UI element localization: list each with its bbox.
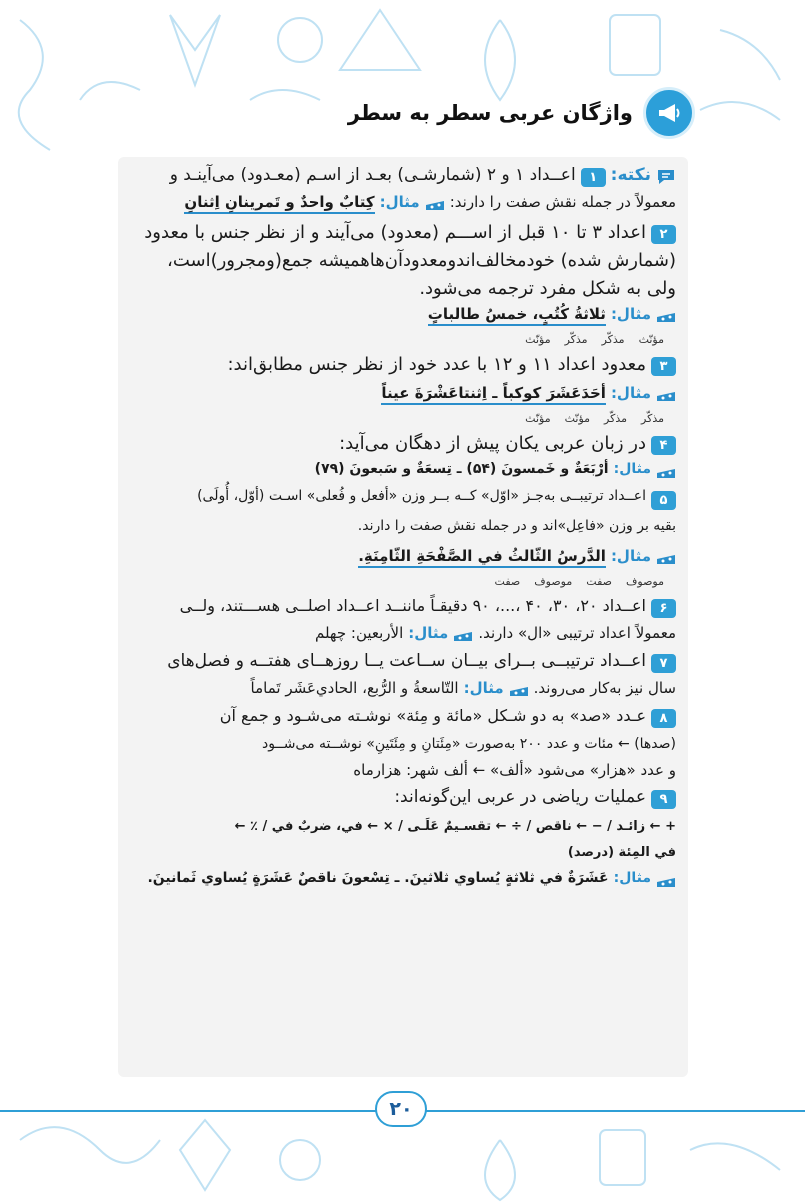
note-1-text: اعــداد ۱ و ۲ (شمارشـی) بعـد از اسـم (معـدود) می‌آینـد و bbox=[169, 165, 576, 185]
note-5-line-1 bbox=[130, 488, 676, 510]
note-2-text-3: ولی به شکل مفرد ترجمه می‌شود. bbox=[419, 277, 676, 299]
cheese-icon bbox=[509, 682, 529, 698]
note-9-line-1 bbox=[130, 787, 676, 809]
doodle-curve-icon bbox=[19, 20, 50, 150]
note-5-text-1: اعــداد ترتیبــی به‌جـز «اوّل» کــه بــر وزن «أفعل و فُعلی» اسـت (أوّل، أُولَی) bbox=[197, 488, 646, 505]
note-9-operations-2 bbox=[130, 845, 676, 861]
cheese-icon bbox=[656, 550, 676, 566]
note-number-4: ۴ bbox=[651, 436, 676, 455]
doodle-circle-icon bbox=[278, 18, 322, 62]
cheese-icon bbox=[656, 873, 676, 889]
math-operations: + ← زائـد / − ← ناقص / ÷ ← تقسـيمٌ عَلَـى / × ← في، ضربٌ في / ٪ ← bbox=[234, 819, 676, 835]
example-label: مثال: bbox=[610, 547, 651, 566]
note-3-text: معدود اعداد ۱۱ و ۱۲ با عدد خود از نظر جنس مطابق‌اند: bbox=[227, 354, 646, 376]
note-6-text-2: معمولاً اعداد ترتیبی «ال» دارند. bbox=[478, 624, 676, 643]
note-8-line-1 bbox=[130, 706, 676, 728]
note-8-text-1: عـدد «صد» به دو شـکل «مائة و مِئة» نوشـته می‌شـود و جمع آن bbox=[219, 706, 646, 726]
gender-note: مذکّر bbox=[604, 412, 628, 426]
note-number-6: ۶ bbox=[651, 599, 676, 618]
cheese-icon bbox=[425, 196, 445, 212]
example-label: مثال: bbox=[408, 624, 449, 643]
note-2-gender-notes bbox=[130, 334, 676, 346]
page-title: واژگان عربی سطر به سطر bbox=[347, 101, 633, 125]
note-number-9: ۹ bbox=[651, 790, 676, 809]
note-7-text-1: اعــداد ترتیبــی بــرای بیــان ســاعت یــا روزهــای هفتــه و فصل‌های bbox=[167, 651, 646, 672]
note-number-5: ۵ bbox=[651, 491, 676, 510]
note-number-2: ۲ bbox=[651, 225, 676, 244]
cheese-icon bbox=[453, 627, 473, 643]
note-3-line-1 bbox=[130, 354, 676, 376]
example-label: مثال: bbox=[379, 193, 420, 211]
note-3-example: أحَدَعَشَرَ كوكباً ـ اِثنتاعَشْرَةَ عيناً bbox=[381, 384, 606, 405]
example-label: مثال: bbox=[610, 384, 651, 403]
example-label: مثال: bbox=[613, 870, 651, 887]
note-4-line-1 bbox=[130, 433, 676, 455]
note-2-line-1 bbox=[130, 222, 676, 244]
note-5-role-notes bbox=[130, 576, 676, 588]
role-note: صفت bbox=[494, 575, 521, 589]
note-2-line-2 bbox=[130, 250, 676, 272]
note-label: نکته: bbox=[610, 165, 651, 185]
role-note: موصوف bbox=[625, 575, 664, 589]
note-7-line-2 bbox=[130, 679, 676, 698]
note-number-7: ۷ bbox=[651, 654, 676, 673]
role-note: صفت bbox=[586, 575, 612, 589]
gender-note: مذکّر bbox=[641, 412, 664, 426]
gender-note: مؤنّث bbox=[525, 412, 551, 426]
note-1-line-2 bbox=[130, 193, 676, 214]
gender-note: مؤنّث bbox=[638, 333, 664, 347]
role-note: موصوف bbox=[534, 575, 573, 589]
note-number-3: ۳ bbox=[651, 357, 676, 376]
note-1-text-2: معمولاً در جمله نقش صفت را دارند: bbox=[449, 193, 676, 211]
note-9-operations bbox=[130, 819, 676, 835]
note-9-example-line bbox=[130, 870, 676, 889]
note-5-text-2: بقیه بر وزن «فاعِل»اند و در جمله نقش صفت را دارند. bbox=[357, 518, 676, 535]
note-8-text-2: (صدها) ← مئات و عدد ۲۰۰ به‌صورت «مِئَتانِ و مِئَتَينِ» نوشــته می‌شــود bbox=[262, 736, 676, 753]
note-4-example-line bbox=[130, 461, 676, 480]
note-8-text-3: و عدد «هزار» می‌شود «ألف» ← ألف شهر: هزارماه bbox=[353, 761, 676, 780]
note-number-1: ۱ bbox=[581, 168, 606, 187]
note-3-gender-notes bbox=[130, 413, 676, 425]
note-4-example: أرْبَعَةٌ و خَمسونَ (۵۴) ـ تِسعَةٌ و سَبعونَ (۷۹) bbox=[314, 461, 609, 478]
note-2-text-1: اعداد ۳ تا ۱۰ قبل از اســـم (معدود) می‌آیند و از نظر جنس با معدود bbox=[144, 222, 646, 243]
note-7-line-1 bbox=[130, 651, 676, 673]
example-label: مثال: bbox=[463, 679, 504, 698]
example-label: مثال: bbox=[613, 461, 651, 478]
megaphone-icon bbox=[643, 87, 695, 139]
gender-note: مذکّر bbox=[601, 333, 625, 347]
note-6-example: الأربعين: چهلم bbox=[314, 624, 404, 643]
note-2-line-3 bbox=[130, 278, 676, 300]
note-2-example: ثلاثةُ كُتُبٍ، خمسُ طالباتٍ bbox=[428, 305, 606, 326]
note-5-example: الدَّرسُ الثّالثُ في الصَّفْحَةِ الثّامِنَةِ. bbox=[358, 547, 606, 568]
cheese-icon bbox=[656, 387, 676, 403]
page-header bbox=[348, 88, 695, 138]
note-2-example-line bbox=[130, 305, 676, 326]
cheese-icon bbox=[656, 464, 676, 480]
content-panel bbox=[118, 157, 688, 1077]
example-label: مثال: bbox=[610, 305, 651, 324]
note-1-line-1 bbox=[130, 165, 676, 187]
page-number: ۲۰ bbox=[375, 1091, 427, 1127]
note-5-example-line bbox=[130, 547, 676, 568]
note-8-line-3 bbox=[130, 761, 676, 779]
note-9-example: عَشَرَةٌ في ثلاثةٍ يُساوي ثلاثينَ. ـ تِسْعونَ ناقصٌ عَشَرَةٍ يُساوي ثَمانينَ. bbox=[147, 870, 609, 887]
note-9-text-1: عملیات ریاضی در عربی این‌گونه‌اند: bbox=[394, 787, 646, 808]
note-6-line-1 bbox=[130, 596, 676, 618]
note-6-text-1: اعــداد ۲۰، ۳۰، ۴۰ ،...، ۹۰ دقیقـاً ماننــد اعــداد اصلــی هســـتند، ولــی bbox=[179, 596, 646, 616]
doodle-palm-icon bbox=[170, 15, 220, 85]
note-icon bbox=[656, 168, 676, 186]
note-3-example-line bbox=[130, 384, 676, 405]
note-1-example: كِتابٌ واحدٌ و تَمرينانِ اِثنانِ bbox=[184, 193, 374, 214]
note-4-text: در زبان عربی یکان پیش از دهگان می‌آید: bbox=[339, 433, 646, 455]
note-7-text-2: سال نیز به‌کار می‌روند. bbox=[533, 679, 676, 698]
gender-note: مؤنّث bbox=[525, 333, 551, 347]
note-5-line-2 bbox=[130, 518, 676, 535]
doodle-frame-icon bbox=[610, 15, 660, 75]
gender-note: مؤنّث bbox=[564, 412, 591, 426]
note-8-line-2 bbox=[130, 736, 676, 753]
note-6-line-2 bbox=[130, 624, 676, 643]
cheese-icon bbox=[656, 308, 676, 324]
note-7-example: التّاسعةُ و الرُّبع، الحادي‌عَشَر تَماماً bbox=[250, 679, 459, 698]
note-2-text-2: (شمارش شده) خودمخالف‌اندومعدودآن‌هاهمیشه جمع(ومجرور)است، bbox=[167, 250, 676, 271]
gender-note: مذکّر bbox=[564, 333, 588, 347]
doodle-footer-curve-icon bbox=[20, 1127, 160, 1163]
note-number-8: ۸ bbox=[651, 709, 676, 728]
math-operations-2: في المِئة (درصد) bbox=[567, 844, 676, 860]
